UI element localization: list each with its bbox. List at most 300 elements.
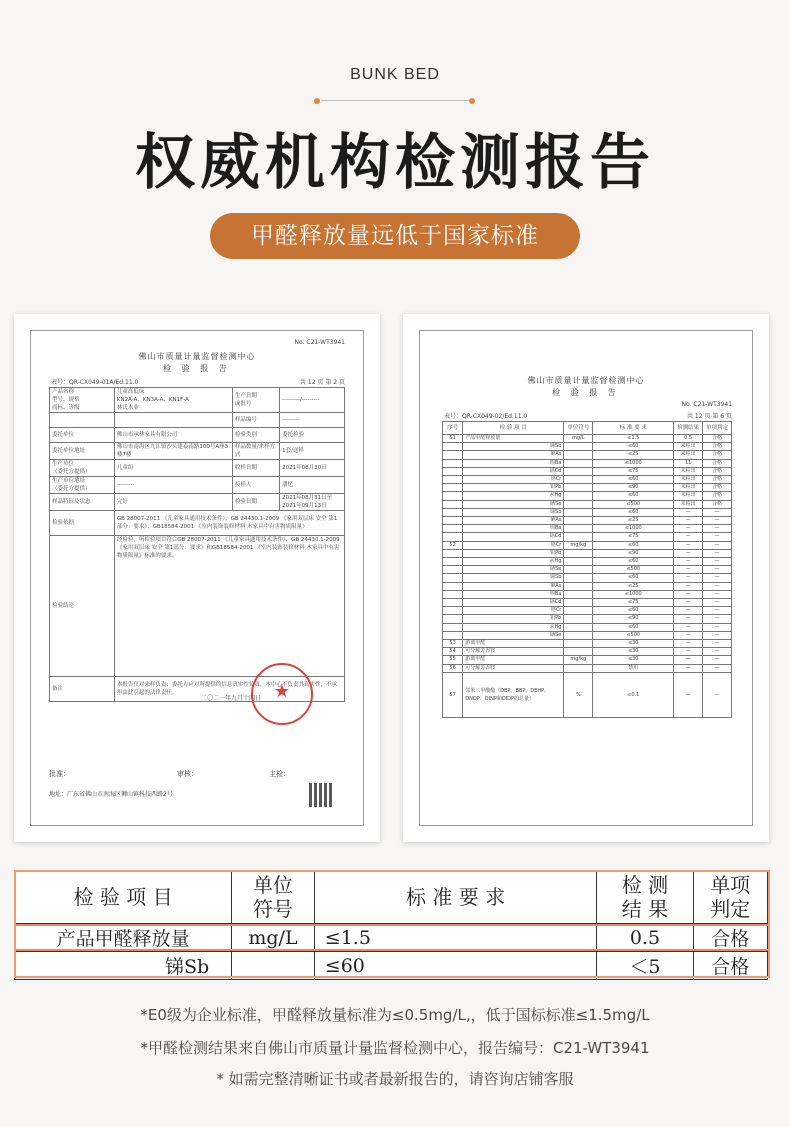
report-cell: 汞Hg bbox=[463, 492, 564, 500]
report-row bbox=[443, 631, 732, 639]
report-row bbox=[443, 558, 732, 566]
report-cell: ≤60 bbox=[593, 558, 674, 566]
report-cell bbox=[443, 525, 463, 533]
report-header-cell: 单项判定 bbox=[703, 422, 732, 435]
report-cell bbox=[443, 476, 463, 484]
report-row bbox=[50, 511, 345, 536]
report-cell: — bbox=[703, 590, 732, 598]
cell-result: ＜5 bbox=[597, 952, 693, 980]
report-cell: ≤75 bbox=[593, 533, 674, 541]
report-cell: 砷As bbox=[463, 582, 564, 590]
report-cell: — bbox=[703, 656, 732, 664]
report-row bbox=[443, 623, 732, 631]
form-number: 表号：QR-CX049-02/Ed.11.0 bbox=[444, 413, 528, 420]
report-cell: ≤75 bbox=[593, 467, 674, 475]
report-cell: 硒Se bbox=[463, 500, 564, 508]
report-row bbox=[50, 477, 345, 494]
header-judgement: 单项 判定 bbox=[693, 871, 767, 924]
report-cell bbox=[443, 533, 463, 541]
report-cell: 可分解芳香胺 bbox=[463, 664, 564, 672]
report-cell: — bbox=[703, 582, 732, 590]
qr-code-icon bbox=[309, 783, 333, 807]
report-cell: — bbox=[703, 549, 732, 557]
header-item: 检 验 项 目 bbox=[15, 871, 232, 924]
report-cell: — bbox=[674, 623, 703, 631]
report-cell: 游离甲醛 bbox=[463, 656, 564, 664]
badge-pill: 甲醛释放量远低于国家标准 bbox=[210, 213, 580, 259]
report-cell: — bbox=[703, 533, 732, 541]
zoom-header-row bbox=[15, 871, 768, 924]
report-cell: — bbox=[703, 574, 732, 582]
report-cell: — bbox=[674, 525, 703, 533]
report-row bbox=[443, 451, 732, 459]
report-cell bbox=[564, 582, 593, 590]
report-row bbox=[443, 599, 732, 607]
report-header-row bbox=[443, 422, 732, 435]
report-cell: 收样日期 bbox=[232, 460, 279, 477]
report-cell: 1套/送样 bbox=[280, 443, 345, 460]
page-title: 权威机构检测报告 bbox=[135, 128, 655, 198]
report-cell bbox=[564, 648, 593, 656]
report-cell: 委托单位 bbox=[50, 428, 115, 443]
report-row bbox=[443, 640, 732, 648]
report-row bbox=[443, 664, 732, 672]
report-cell bbox=[564, 599, 593, 607]
divider-rule bbox=[321, 100, 469, 101]
report-cell: 禁用 bbox=[593, 664, 674, 672]
report-cell: 2021年08月30日 bbox=[280, 460, 345, 477]
cell-judgement: 合格 bbox=[693, 924, 767, 952]
report-cell: — bbox=[703, 672, 732, 717]
report-cell bbox=[564, 467, 593, 475]
address-footer: 地址：广东省佛山市南海区狮山镇科技西路2号 bbox=[49, 791, 173, 798]
report-cell: 53 bbox=[443, 640, 463, 648]
report-page-left bbox=[14, 314, 380, 842]
report-cell: ≤90 bbox=[593, 549, 674, 557]
report-cell: 56 bbox=[443, 664, 463, 672]
report-cell bbox=[443, 467, 463, 475]
report-cell: 生产单位 （委托方提供） bbox=[50, 460, 115, 477]
report-cell: mg/kg bbox=[564, 541, 593, 549]
report-cell: — bbox=[703, 566, 732, 574]
reviewer-label: 审核： bbox=[177, 770, 198, 778]
report-cell: — bbox=[703, 623, 732, 631]
report-cell bbox=[443, 607, 463, 615]
report-number: No. C21-WT3941 bbox=[294, 339, 345, 346]
report-cell bbox=[443, 615, 463, 623]
report-cell: GB 28007-2011 《儿童家具通用技术条件》；GB 24430.1-2009 《家用双层床 安全 第1部分：要求》；GB18584-2001 《室内装饰装修材料 木家具中有害物质限量》 bbox=[114, 511, 344, 536]
report-cell: — bbox=[674, 582, 703, 590]
report-cell: — bbox=[674, 517, 703, 525]
report-cell bbox=[443, 549, 463, 557]
report-cell: 镉Cd bbox=[463, 533, 564, 541]
report-cell: 锑Sb bbox=[463, 443, 564, 451]
report-row bbox=[443, 574, 732, 582]
report-row bbox=[443, 484, 732, 492]
report-cell: 57 bbox=[443, 672, 463, 717]
note-line-1: *E0级为企业标准，甲醛释放量标准为≤0.5mg/L,，低于国标标准≤1.5mg/L bbox=[140, 1006, 650, 1024]
report-subtitle: 检 验 报 告 bbox=[552, 388, 620, 397]
report-row bbox=[443, 517, 732, 525]
report-row bbox=[443, 500, 732, 508]
report-table-left bbox=[49, 387, 345, 702]
report-cell: 锑Sb bbox=[463, 508, 564, 516]
report-cell bbox=[443, 574, 463, 582]
report-cell: 硒Se bbox=[463, 566, 564, 574]
report-cell: % bbox=[564, 672, 593, 717]
report-cell bbox=[564, 533, 593, 541]
report-row bbox=[443, 656, 732, 664]
eyebrow-text: BUNK BED bbox=[350, 66, 440, 83]
report-cell: 钡Ba bbox=[463, 525, 564, 533]
report-cell: ≤1.5 bbox=[593, 435, 674, 443]
page-count: 共 12 页 第 2 页 bbox=[300, 379, 345, 386]
report-row bbox=[443, 549, 732, 557]
report-cell: 委托检验 bbox=[280, 428, 345, 443]
report-row bbox=[50, 413, 345, 428]
report-row bbox=[443, 508, 732, 516]
report-cell: 钡Ba bbox=[463, 590, 564, 598]
report-cell: ≤90 bbox=[593, 484, 674, 492]
cell-item: 锑Sb bbox=[15, 952, 232, 980]
report-row bbox=[443, 607, 732, 615]
seal-stamp-left: ★ bbox=[251, 663, 313, 725]
report-header-cell: 检 验 项 目 bbox=[463, 422, 564, 435]
report-cell: — bbox=[703, 517, 732, 525]
report-cell: 检验依据 bbox=[50, 511, 115, 536]
report-cell: 合格 bbox=[703, 459, 732, 467]
report-row bbox=[443, 459, 732, 467]
report-cell: 产品甲醛释放量 bbox=[463, 435, 564, 443]
report-cell: 合格 bbox=[703, 500, 732, 508]
report-cell: 锑Sb bbox=[463, 574, 564, 582]
report-document-right bbox=[419, 330, 753, 826]
report-row bbox=[443, 590, 732, 598]
report-cell: 54 bbox=[443, 648, 463, 656]
report-cell: ≤500 bbox=[593, 500, 674, 508]
report-cell: 可分解芳香胺 bbox=[463, 648, 564, 656]
report-cell bbox=[564, 459, 593, 467]
report-cell: 本报告仅对来样负责；委托方应对所提供的信息真实性负责，本中心不负责其真实性，不承担由此引起的法律责任。 bbox=[114, 677, 344, 702]
report-cell: ---------/--------- bbox=[280, 388, 345, 413]
header-result: 检 测 结 果 bbox=[597, 871, 693, 924]
report-cell: --------- bbox=[280, 413, 345, 428]
report-cell: ≤60 bbox=[593, 574, 674, 582]
report-cell bbox=[564, 631, 593, 639]
report-cell: ≤500 bbox=[593, 566, 674, 574]
report-cell: 汞Hg bbox=[463, 623, 564, 631]
report-row bbox=[443, 476, 732, 484]
checker-label: 主检： bbox=[269, 770, 290, 778]
report-cell: 铅Pb bbox=[463, 549, 564, 557]
report-cell: 镉Cd bbox=[463, 599, 564, 607]
report-cell bbox=[443, 508, 463, 516]
report-cell: ≤30 bbox=[593, 648, 674, 656]
report-cell: 合格 bbox=[703, 476, 732, 484]
cell-unit: mg/L bbox=[232, 924, 315, 952]
note-line-2: *甲醛检测结果来自佛山市质量计量监督检测中心，报告编号：C21-WT3941 bbox=[140, 1039, 650, 1057]
report-cell: ≤60 bbox=[593, 508, 674, 516]
report-cell bbox=[564, 623, 593, 631]
report-cell: — bbox=[674, 558, 703, 566]
report-cell: 铬Cr bbox=[463, 607, 564, 615]
report-cell: ≤25 bbox=[593, 451, 674, 459]
report-cell bbox=[114, 413, 232, 428]
report-cell: — bbox=[703, 664, 732, 672]
report-cell bbox=[564, 590, 593, 598]
report-cell bbox=[443, 599, 463, 607]
report-cell: — bbox=[703, 640, 732, 648]
report-cell: 完好 bbox=[114, 494, 232, 511]
report-cell bbox=[50, 413, 115, 428]
rule-dot-right bbox=[469, 98, 475, 104]
report-cell bbox=[443, 517, 463, 525]
report-cell: 检验类别 bbox=[232, 428, 279, 443]
page-count: 共 12 页 第 6 页 bbox=[687, 413, 732, 420]
report-row bbox=[443, 648, 732, 656]
report-cell bbox=[564, 525, 593, 533]
report-cell: — bbox=[703, 648, 732, 656]
note-line-3: * 如需完整清晰证书或者最新报告的，请咨询店铺客服 bbox=[216, 1070, 574, 1088]
report-cell: 汞Hg bbox=[463, 558, 564, 566]
zoom-row-formaldehyde bbox=[15, 924, 768, 952]
report-row bbox=[50, 443, 345, 460]
report-cell: 52 bbox=[443, 541, 463, 549]
cell-judgement: 合格 bbox=[693, 952, 767, 980]
report-row bbox=[443, 525, 732, 533]
rule-dot-left bbox=[314, 98, 320, 104]
report-cell bbox=[564, 566, 593, 574]
report-cell: 未检出 bbox=[674, 451, 703, 459]
cell-standard: ≤1.5 bbox=[314, 924, 597, 952]
issue-date: 二〇二一年九月十四日 bbox=[201, 695, 262, 702]
report-cell: 游离甲醛 bbox=[463, 640, 564, 648]
report-subtitle: 检 验 报 告 bbox=[163, 364, 231, 373]
report-cell: — bbox=[674, 599, 703, 607]
report-cell: ≤60 bbox=[593, 492, 674, 500]
report-cell: ≤60 bbox=[593, 541, 674, 549]
report-row bbox=[443, 672, 732, 717]
report-cell: 未检出 bbox=[674, 467, 703, 475]
report-cell: — bbox=[703, 607, 732, 615]
report-cell bbox=[443, 582, 463, 590]
report-cell: ≤30 bbox=[593, 656, 674, 664]
report-row bbox=[443, 566, 732, 574]
report-cell bbox=[564, 517, 593, 525]
report-cell: ≤1000 bbox=[593, 525, 674, 533]
report-cell bbox=[564, 574, 593, 582]
report-cell: — bbox=[674, 648, 703, 656]
report-cell bbox=[564, 508, 593, 516]
report-cell bbox=[564, 484, 593, 492]
report-cell: mg/L bbox=[564, 435, 593, 443]
report-cell: 佛山市南海区九江镇沙头建泰南路100号A座3楼7楼 bbox=[114, 443, 232, 460]
report-cell: 合格 bbox=[703, 484, 732, 492]
report-cell: ≤75 bbox=[593, 599, 674, 607]
report-cell: ≤60 bbox=[593, 607, 674, 615]
report-row bbox=[443, 467, 732, 475]
report-cell bbox=[443, 500, 463, 508]
report-cell: 合格 bbox=[703, 451, 732, 459]
report-cell bbox=[564, 615, 593, 623]
zoomed-result-table bbox=[14, 870, 768, 976]
report-cell: ≤0.1 bbox=[593, 672, 674, 717]
report-cell: — bbox=[674, 631, 703, 639]
report-cell bbox=[564, 476, 593, 484]
report-cell bbox=[443, 484, 463, 492]
cell-unit bbox=[232, 952, 315, 980]
report-header-cell: 单位符号 bbox=[564, 422, 593, 435]
report-cell: 生产单位地址 （委托方提供） bbox=[50, 477, 115, 494]
form-number: 表号：QR-CX049-01A/Ed.11.0 bbox=[51, 379, 139, 386]
report-cell: ≤60 bbox=[593, 443, 674, 451]
report-cell: ≤30 bbox=[593, 640, 674, 648]
report-cell: 硒Se bbox=[463, 631, 564, 639]
report-cell: ≤25 bbox=[593, 582, 674, 590]
report-cell bbox=[564, 451, 593, 459]
report-cell: mg/kg bbox=[564, 656, 593, 664]
report-cell: — bbox=[674, 566, 703, 574]
report-cell: — bbox=[674, 533, 703, 541]
report-cell: — bbox=[674, 615, 703, 623]
report-table-right bbox=[442, 421, 732, 718]
report-cell: 儿童组 bbox=[114, 460, 232, 477]
report-cell: 未检出 bbox=[674, 484, 703, 492]
cell-item: 产品甲醛释放量 bbox=[15, 924, 232, 952]
report-row bbox=[443, 533, 732, 541]
report-cell: 铬Cr bbox=[463, 541, 564, 549]
report-header-cell: 检测结果 bbox=[674, 422, 703, 435]
report-cell: — bbox=[674, 607, 703, 615]
report-cell: — bbox=[703, 558, 732, 566]
report-cell: ≤90 bbox=[593, 615, 674, 623]
report-cell bbox=[443, 590, 463, 598]
report-cell bbox=[564, 607, 593, 615]
report-cell: ≤60 bbox=[593, 476, 674, 484]
report-org: 佛山市质量计量监督检测中心 bbox=[138, 352, 256, 361]
report-cell: ≤1000 bbox=[593, 459, 674, 467]
header-unit: 单位 符号 bbox=[232, 871, 315, 924]
zoom-row-antimony bbox=[15, 952, 768, 980]
report-cell: 51 bbox=[443, 435, 463, 443]
report-cell: 备注 bbox=[50, 677, 115, 702]
report-header-cell: 标 准 要 求 bbox=[593, 422, 674, 435]
report-cell: --------- bbox=[114, 477, 232, 494]
report-cell bbox=[443, 451, 463, 459]
report-cell bbox=[443, 566, 463, 574]
report-row bbox=[50, 428, 345, 443]
report-cell: 未检出 bbox=[674, 476, 703, 484]
report-cell: 钡Ba bbox=[463, 459, 564, 467]
report-cell bbox=[564, 492, 593, 500]
report-cell bbox=[564, 443, 593, 451]
report-cell: 11 bbox=[674, 459, 703, 467]
report-cell: 未检出 bbox=[674, 443, 703, 451]
report-cell bbox=[564, 558, 593, 566]
report-cell: 潘忆 bbox=[280, 477, 345, 494]
report-cell: 检验结论 bbox=[50, 536, 115, 677]
cell-result: 0.5 bbox=[597, 924, 693, 952]
report-cell: 砷As bbox=[463, 451, 564, 459]
report-cell: — bbox=[674, 640, 703, 648]
report-page-right bbox=[403, 314, 769, 842]
report-cell bbox=[564, 640, 593, 648]
report-cell: 产品名称 型号、规格 商标、等级 bbox=[50, 388, 115, 413]
report-cell: 55 bbox=[443, 656, 463, 664]
report-cell: 合格 bbox=[703, 467, 732, 475]
report-cell: — bbox=[674, 656, 703, 664]
report-cell: — bbox=[674, 541, 703, 549]
report-cell bbox=[443, 443, 463, 451]
report-document-left bbox=[30, 330, 364, 826]
report-cell: ≤25 bbox=[593, 517, 674, 525]
report-cell: — bbox=[674, 574, 703, 582]
report-header-cell: 序号 bbox=[443, 422, 463, 435]
report-cell: 合格 bbox=[703, 492, 732, 500]
report-cell: 佛山市承林家具有限公司 bbox=[114, 428, 232, 443]
report-cell: — bbox=[703, 525, 732, 533]
report-cell: 经检验，所检验项目符合GB 28007-2011 《儿童家具通用技术条件》、GB 24430.1-2009 《家用双层床 安全 第1部分：要求》和GB18584-2001 《室内装饰装修材料 木家具中有害物质限量》标准的要求。 bbox=[114, 536, 344, 677]
approver-label: 批准： bbox=[49, 770, 70, 778]
report-cell: 未检出 bbox=[674, 500, 703, 508]
report-row bbox=[50, 388, 345, 413]
report-cell: ≤1000 bbox=[593, 590, 674, 598]
report-number: No. C21-WT3941 bbox=[681, 401, 732, 408]
report-cell bbox=[564, 549, 593, 557]
report-cell: 样品特征及状态 bbox=[50, 494, 115, 511]
report-cell: — bbox=[703, 541, 732, 549]
report-cell: — bbox=[674, 672, 703, 717]
report-row bbox=[443, 615, 732, 623]
report-cell bbox=[564, 500, 593, 508]
report-row bbox=[443, 435, 732, 443]
report-org: 佛山市质量计量监督检测中心 bbox=[527, 376, 645, 385]
report-cell: 0.5 bbox=[674, 435, 703, 443]
report-cell bbox=[443, 492, 463, 500]
report-cell: 砷As bbox=[463, 517, 564, 525]
report-cell bbox=[443, 623, 463, 631]
report-cell: ≤500 bbox=[593, 631, 674, 639]
report-cell: — bbox=[674, 664, 703, 672]
report-cell: — bbox=[703, 615, 732, 623]
report-cell: — bbox=[674, 590, 703, 598]
report-row bbox=[443, 541, 732, 549]
report-cell: 检验日期 bbox=[232, 494, 279, 511]
report-cell: 镉Cd bbox=[463, 467, 564, 475]
report-cell: 合格 bbox=[703, 435, 732, 443]
report-cell bbox=[564, 664, 593, 672]
report-cell bbox=[443, 631, 463, 639]
report-row bbox=[50, 460, 345, 477]
report-cell: 生产日期 或批号 bbox=[232, 388, 279, 413]
cell-standard: ≤60 bbox=[314, 952, 597, 980]
report-cell: 铅Pb bbox=[463, 484, 564, 492]
report-row bbox=[50, 494, 345, 511]
header-standard: 标 准 要 求 bbox=[314, 871, 597, 924]
report-row bbox=[443, 443, 732, 451]
report-cell: — bbox=[674, 549, 703, 557]
report-cell: 委托单位地址 bbox=[50, 443, 115, 460]
report-cell: — bbox=[703, 599, 732, 607]
report-row bbox=[50, 536, 345, 677]
report-cell: 邻苯二甲酸酯（DBP、BBP、DEHP、DNOP、DINP和DIDP的总量） bbox=[463, 672, 564, 717]
report-cell: — bbox=[674, 508, 703, 516]
report-cell: 儿童高低床 KN2A-A、KN3A-A、KN1F-A 林氏木业 bbox=[114, 388, 232, 413]
report-cell: ≤60 bbox=[593, 623, 674, 631]
report-row bbox=[443, 492, 732, 500]
report-cell bbox=[443, 459, 463, 467]
report-row bbox=[443, 582, 732, 590]
